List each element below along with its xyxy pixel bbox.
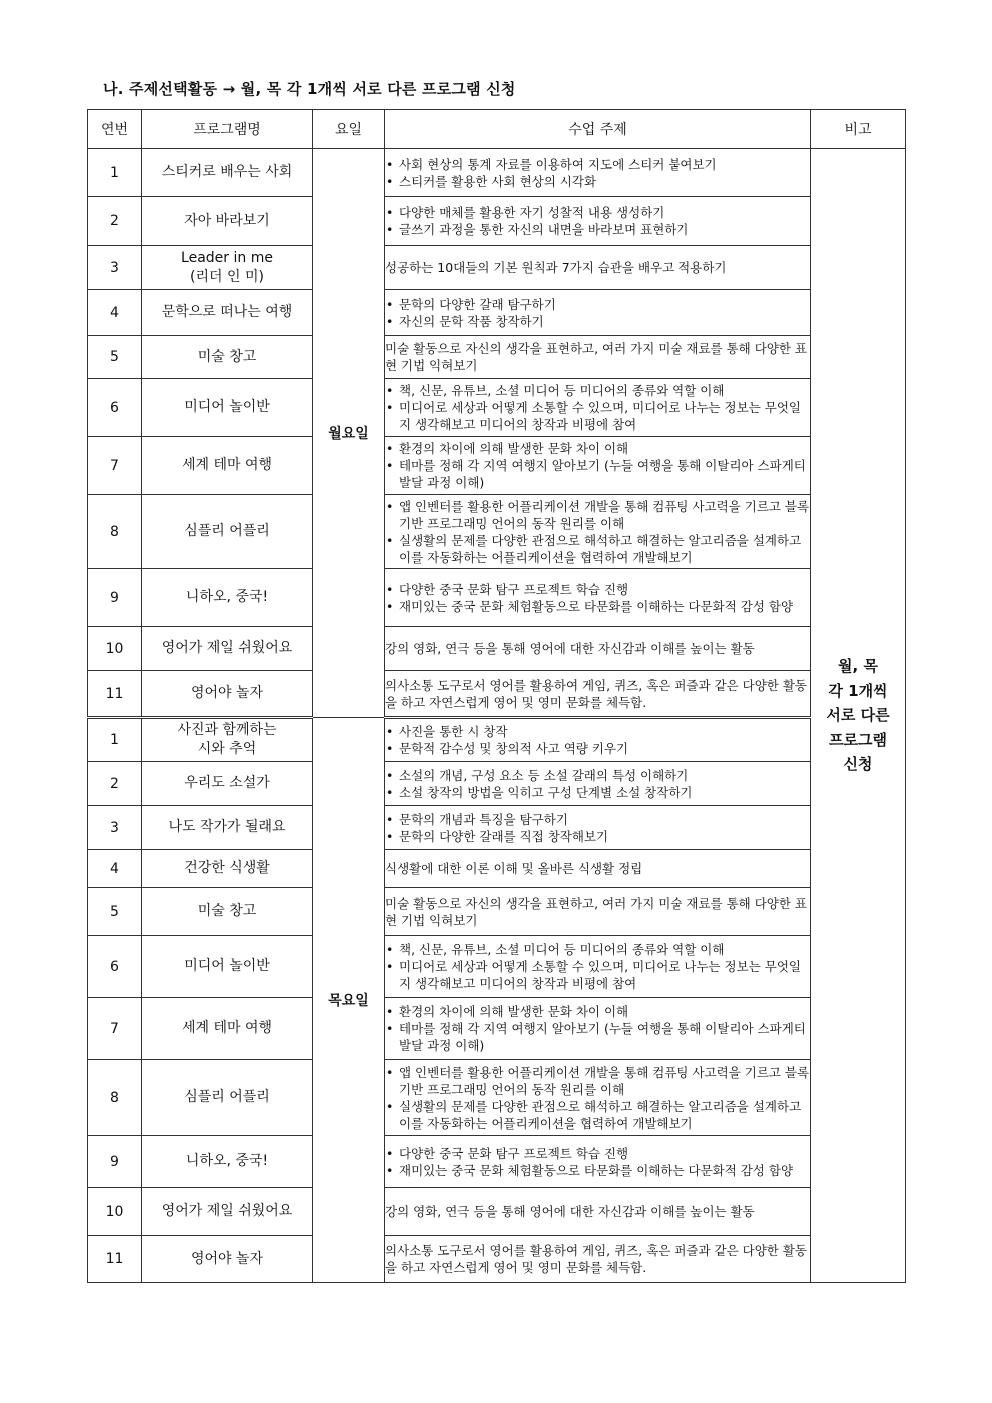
table-row: [88, 936, 906, 998]
table-row: [88, 437, 906, 495]
program-name: [142, 1060, 313, 1136]
table-row: [88, 495, 906, 569]
program-name-line: 니하오, 중국!: [185, 1153, 269, 1169]
topic-list: [385, 941, 810, 992]
topic-text: 성공하는 10대들의 기본 원칙과 7가지 습관을 배우고 적용하기: [385, 260, 727, 275]
day-cell: 목요일: [313, 718, 385, 1283]
topic-item: • 자신의 문학 작품 창작하기: [385, 313, 810, 330]
topic-text: 강의 영화, 연극 등을 통해 영어에 대한 자신감과 이해를 높이는 활동: [385, 641, 755, 656]
topic-item: • 재미있는 중국 문화 체험활동으로 타문화를 이해하는 다문화적 감성 함양: [385, 1162, 810, 1179]
topic-list: [385, 581, 810, 615]
program-name: [142, 379, 313, 437]
program-name: [142, 806, 313, 850]
topic-text: 의사소통 도구로서 영어를 활용하여 게임, 퀴즈, 혹은 퍼즐과 같은 다양한 활동을 하고 자연스럽게 영어 및 영미 문화를 체득함.: [385, 677, 808, 710]
program-name: [142, 718, 313, 762]
row-number: 8: [88, 495, 142, 569]
table-row: [88, 627, 906, 671]
topic-list: [385, 296, 810, 330]
program-name: [142, 762, 313, 806]
topic-item: • 실생활의 문제를 다양한 관점으로 해석하고 해결하는 알고리즘을 설계하고 이를 자동화하는 어플리케이션을 협력하여 개발해보기: [385, 1098, 810, 1132]
note-line: 프로그램: [829, 730, 887, 749]
table-row: [88, 888, 906, 936]
note-line: 각 1개씩: [828, 681, 888, 700]
program-name-line: 우리도 소설가: [184, 775, 270, 791]
table-row: [88, 379, 906, 437]
topic-item: • 테마를 정해 각 지역 여행지 알아보기 (누들 여행을 통해 이탈리아 스파게티 발달 과정 이해): [385, 457, 810, 491]
row-number: 10: [88, 627, 142, 671]
topic-cell: [385, 627, 811, 671]
note-cell: [811, 149, 906, 1283]
program-name-line: 시와 추억: [197, 741, 257, 757]
topic-cell: [385, 718, 811, 762]
program-name-line: 심플리 어플리: [184, 1089, 270, 1105]
header-day: 요일: [313, 110, 385, 149]
row-number: 9: [88, 1136, 142, 1188]
table-row: [88, 290, 906, 336]
topic-list: [385, 156, 810, 190]
topic-item: • 소설 창작의 방법을 익히고 구성 단계별 소설 창작하기: [385, 784, 810, 801]
table-row: [88, 336, 906, 379]
topic-item: • 사진을 통한 시 창작: [385, 723, 810, 740]
topic-item: • 환경의 차이에 의해 발생한 문화 차이 이해: [385, 1003, 810, 1020]
program-name-line: 스티커로 배우는 사회: [161, 164, 293, 180]
topic-list: [385, 723, 810, 757]
table-row: [88, 806, 906, 850]
topic-cell: [385, 379, 811, 437]
topic-list: [385, 1003, 810, 1054]
topic-cell: [385, 998, 811, 1060]
program-name-line: 미디어 놀이반: [184, 958, 270, 974]
topic-item: • 문학의 개념과 특징을 탐구하기: [385, 811, 810, 828]
topic-item: • 환경의 차이에 의해 발생한 문화 차이 이해: [385, 440, 810, 457]
topic-item: • 테마를 정해 각 지역 여행지 알아보기 (누들 여행을 통해 이탈리아 스파게티 발달 과정 이해): [385, 1020, 810, 1054]
program-name: [142, 671, 313, 718]
program-name: [142, 569, 313, 627]
topic-list: [385, 1145, 810, 1179]
program-name-line: 사진과 함께하는: [177, 722, 277, 738]
header-note: 비고: [811, 110, 906, 149]
topic-item: • 스티커를 활용한 사회 현상의 시각화: [385, 173, 810, 190]
program-name-line: 자아 바라보기: [184, 212, 270, 229]
topic-text: 강의 영화, 연극 등을 통해 영어에 대한 자신감과 이해를 높이는 활동: [385, 1204, 755, 1219]
row-number: 4: [88, 850, 142, 888]
program-name-line: 영어가 제일 쉬웠어요: [161, 640, 293, 656]
program-name: [142, 437, 313, 495]
table-body: [88, 149, 906, 1283]
topic-item: • 미디어로 세상과 어떻게 소통할 수 있으며, 미디어로 나누는 정보는 무엇일지 생각해보고 미디어의 창작과 비평에 참여: [385, 399, 810, 433]
day-cell: 월요일: [313, 149, 385, 718]
topic-item: • 재미있는 중국 문화 체험활동으로 타문화를 이해하는 다문화적 감성 함양: [385, 598, 810, 615]
topic-list: [385, 498, 810, 566]
program-name-line: Leader in me: [181, 249, 273, 266]
topic-cell: [385, 290, 811, 336]
program-table: [87, 109, 906, 1283]
row-number: 5: [88, 888, 142, 936]
topic-cell: [385, 495, 811, 569]
topic-cell: [385, 1188, 811, 1236]
topic-cell: [385, 806, 811, 850]
topic-item: • 책, 신문, 유튜브, 소셜 미디어 등 미디어의 종류와 역할 이해: [385, 382, 810, 399]
table-row: [88, 1060, 906, 1136]
program-name: [142, 1188, 313, 1236]
topic-cell: [385, 246, 811, 290]
program-name-line: 니하오, 중국!: [185, 589, 269, 605]
topic-cell: [385, 1236, 811, 1283]
topic-item: • 문학적 감수성 및 창의적 사고 역량 키우기: [385, 740, 810, 757]
topic-item: • 글쓰기 과정을 통한 자신의 내면을 바라보며 표현하기: [385, 221, 810, 238]
topic-item: • 앱 인벤터를 활용한 어플리케이션 개발을 통해 컴퓨팅 사고력을 기르고 블록 기반 프로그래밍 언어의 동작 원리를 이해: [385, 1064, 810, 1098]
table-row: [88, 998, 906, 1060]
row-number: 1: [88, 718, 142, 762]
topic-list: [385, 382, 810, 433]
table-row: [88, 197, 906, 246]
row-number: 3: [88, 806, 142, 850]
program-name: [142, 197, 313, 246]
program-name: [142, 1236, 313, 1283]
program-name: [142, 850, 313, 888]
program-name: [142, 336, 313, 379]
program-name-line: (리더 인 미): [190, 268, 264, 285]
program-name-line: 영어야 놀자: [190, 685, 264, 701]
row-number: 2: [88, 197, 142, 246]
row-number: 7: [88, 998, 142, 1060]
topic-item: • 앱 인벤터를 활용한 어플리케이션 개발을 통해 컴퓨팅 사고력을 기르고 블록 기반 프로그래밍 언어의 동작 원리를 이해: [385, 498, 810, 532]
header-program-name: 프로그램명: [142, 110, 313, 149]
row-number: 6: [88, 379, 142, 437]
row-number: 6: [88, 936, 142, 998]
table-row: [88, 246, 906, 290]
program-name: [142, 495, 313, 569]
program-name-line: 문학으로 떠나는 여행: [161, 304, 293, 320]
topic-cell: [385, 569, 811, 627]
topic-cell: [385, 149, 811, 197]
row-number: 4: [88, 290, 142, 336]
topic-item: • 소설의 개념, 구성 요소 등 소설 갈래의 특성 이해하기: [385, 767, 810, 784]
topic-cell: [385, 197, 811, 246]
program-name-line: 미디어 놀이반: [184, 399, 270, 415]
topic-list: [385, 1064, 810, 1132]
table-row: [88, 1236, 906, 1283]
topic-item: • 다양한 중국 문화 탐구 프로젝트 학습 진행: [385, 1145, 810, 1162]
program-name-line: 심플리 어플리: [184, 523, 270, 539]
program-name: [142, 627, 313, 671]
topic-cell: [385, 936, 811, 998]
row-number: 11: [88, 671, 142, 718]
table-row: [88, 1136, 906, 1188]
row-number: 7: [88, 437, 142, 495]
table-row: [88, 149, 906, 197]
topic-item: • 사회 현상의 통계 자료를 이용하여 지도에 스티커 붙여보기: [385, 156, 810, 173]
topic-text: 미술 활동으로 자신의 생각을 표현하고, 여러 가지 미술 재료를 통해 다양한 표현 기법 익혀보기: [385, 341, 808, 373]
topic-list: [385, 440, 810, 491]
program-name: [142, 998, 313, 1060]
topic-text: 의사소통 도구로서 영어를 활용하여 게임, 퀴즈, 혹은 퍼즐과 같은 다양한 활동을 하고 자연스럽게 영어 및 영미 문화를 체득함.: [385, 1243, 808, 1275]
program-name-line: 세계 테마 여행: [181, 457, 273, 473]
program-name: [142, 1136, 313, 1188]
program-name: [142, 936, 313, 998]
table-row: [88, 850, 906, 888]
program-name: [142, 888, 313, 936]
program-name-line: 영어야 놀자: [190, 1250, 264, 1267]
topic-text: 미술 활동으로 자신의 생각을 표현하고, 여러 가지 미술 재료를 통해 다양한 표현 기법 익혀보기: [385, 895, 808, 928]
note-line: 월, 목: [838, 657, 878, 676]
program-name-line: 건강한 식생활: [184, 860, 270, 876]
program-name: [142, 246, 313, 290]
topic-item: • 다양한 매체를 활용한 자기 성찰적 내용 생성하기: [385, 204, 810, 221]
topic-cell: [385, 1136, 811, 1188]
topic-cell: [385, 437, 811, 495]
table-row: [88, 762, 906, 806]
topic-text: 식생활에 대한 이론 이해 및 올바른 식생활 정립: [385, 861, 643, 876]
topic-item: • 문학의 다양한 갈래를 직접 창작해보기: [385, 828, 810, 845]
topic-item: • 실생활의 문제를 다양한 관점으로 해석하고 해결하는 알고리즘을 설계하고 이를 자동화하는 어플리케이션을 협력하여 개발해보기: [385, 532, 810, 566]
section-title: 나. 주제선택활동 → 월, 목 각 1개씩 서로 다른 프로그램 신청: [103, 80, 516, 98]
row-number: 10: [88, 1188, 142, 1236]
table-row: [88, 569, 906, 627]
program-name-line: 나도 작가가 될래요: [168, 819, 286, 835]
header-no: 연번: [88, 110, 142, 149]
topic-item: • 책, 신문, 유튜브, 소셜 미디어 등 미디어의 종류와 역할 이해: [385, 941, 810, 958]
row-number: 3: [88, 246, 142, 290]
table-row: [88, 1188, 906, 1236]
topic-cell: [385, 1060, 811, 1136]
note-line: 신청: [843, 755, 873, 774]
row-number: 2: [88, 762, 142, 806]
table-header-row: [88, 110, 906, 149]
note-line: 서로 다른: [826, 706, 890, 725]
topic-cell: [385, 671, 811, 718]
topic-cell: [385, 888, 811, 936]
topic-item: • 미디어로 세상과 어떻게 소통할 수 있으며, 미디어로 나누는 정보는 무엇일지 생각해보고 미디어의 창작과 비평에 참여: [385, 958, 810, 992]
program-name: [142, 290, 313, 336]
program-name-line: 미술 창고: [197, 348, 257, 365]
topic-item: • 문학의 다양한 갈래 탐구하기: [385, 296, 810, 313]
row-number: 8: [88, 1060, 142, 1136]
header-topic: 수업 주제: [385, 110, 811, 149]
row-number: 11: [88, 1236, 142, 1283]
topic-cell: [385, 762, 811, 806]
topic-list: [385, 767, 810, 801]
row-number: 5: [88, 336, 142, 379]
topic-list: [385, 204, 810, 238]
topic-cell: [385, 850, 811, 888]
program-name-line: 영어가 제일 쉬웠어요: [161, 1203, 293, 1219]
topic-list: [385, 811, 810, 845]
table-row: [88, 671, 906, 718]
table-row: [88, 718, 906, 762]
row-number: 1: [88, 149, 142, 197]
topic-cell: [385, 336, 811, 379]
program-name-line: 세계 테마 여행: [181, 1020, 273, 1036]
row-number: 9: [88, 569, 142, 627]
topic-item: • 다양한 중국 문화 탐구 프로젝트 학습 진행: [385, 581, 810, 598]
program-name: [142, 149, 313, 197]
program-name-line: 미술 창고: [197, 903, 257, 919]
